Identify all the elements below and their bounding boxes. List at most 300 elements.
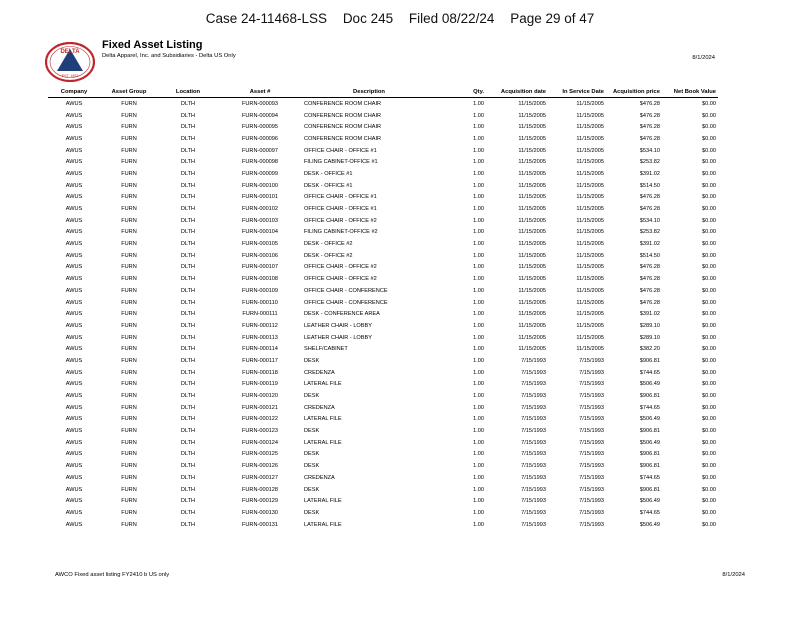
cell-asset-number: FURN-000124 [241, 439, 279, 446]
cell-location: DLTH [180, 276, 196, 283]
cell-location: DLTH [180, 170, 196, 177]
cell-description: LATERAL FILE [304, 416, 342, 423]
cell-location: DLTH [180, 322, 196, 329]
cell-in-service-date: 11/15/2005 [576, 182, 604, 189]
cell-company: AWUS [65, 381, 83, 388]
cell-asset-number: FURN-000101 [241, 194, 279, 201]
table-body [48, 98, 718, 531]
report-subtitle: Delta Apparel, Inc. and Subsidiaries - Delta US Only [102, 53, 236, 59]
cell-asset-number: FURN-000097 [241, 147, 279, 154]
cell-qty: 1.00 [473, 135, 484, 142]
cell-description: DESK [304, 509, 320, 516]
cell-acquisition-price: $744.65 [639, 404, 660, 411]
cell-asset-number: FURN-000093 [241, 100, 279, 107]
cell-asset-number: FURN-000117 [242, 357, 278, 364]
cell-location: DLTH [180, 112, 196, 119]
cell-qty: 1.00 [473, 206, 484, 213]
cell-company: AWUS [65, 206, 83, 213]
table-row [48, 460, 718, 472]
cell-acquisition-price: $476.28 [639, 264, 660, 271]
table-row [48, 355, 718, 367]
cell-company: AWUS [65, 416, 83, 423]
cell-company: AWUS [65, 252, 83, 259]
cell-asset-group: FURN [121, 334, 137, 341]
cell-acquisition-price: $744.65 [639, 369, 660, 376]
cell-acquisition-date: 7/15/1993 [521, 428, 546, 435]
cell-acquisition-price: $744.65 [639, 509, 660, 516]
cell-acquisition-date: 11/15/2005 [518, 276, 546, 283]
cell-net-book-value: $0.00 [702, 357, 716, 364]
cell-acquisition-date: 11/15/2005 [518, 194, 546, 201]
cell-location: DLTH [180, 474, 196, 481]
cell-asset-group: FURN [121, 182, 137, 189]
cell-acquisition-price: $382.20 [639, 346, 660, 353]
cell-asset-group: FURN [121, 147, 137, 154]
cell-net-book-value: $0.00 [702, 252, 716, 259]
doc-number: Doc 245 [342, 11, 394, 26]
cell-description: FILING CABINET-OFFICE #1 [304, 159, 378, 166]
cell-qty: 1.00 [473, 124, 484, 131]
case-number: Case 24-11468-LSS [205, 11, 328, 26]
cell-asset-group: FURN [121, 229, 137, 236]
cell-location: DLTH [180, 147, 196, 154]
cell-asset-number: FURN-000125 [241, 451, 279, 458]
cell-location: DLTH [180, 357, 196, 364]
cell-qty: 1.00 [473, 194, 484, 201]
cell-net-book-value: $0.00 [702, 498, 716, 505]
cell-in-service-date: 11/15/2005 [576, 206, 604, 213]
cell-net-book-value: $0.00 [702, 147, 716, 154]
cell-acquisition-date: 7/15/1993 [521, 498, 546, 505]
column-header-location: Location [158, 87, 218, 98]
cell-qty: 1.00 [473, 264, 484, 271]
cell-asset-number: FURN-000104 [241, 229, 279, 236]
cell-in-service-date: 7/15/1993 [579, 463, 604, 470]
column-header-acquisition-date: Acquisition date [486, 87, 548, 98]
cell-location: DLTH [180, 206, 196, 213]
table-row [48, 98, 718, 110]
cell-location: DLTH [180, 498, 196, 505]
cell-qty: 1.00 [473, 509, 484, 516]
court-filing-header [0, 11, 800, 26]
cell-location: DLTH [180, 451, 196, 458]
cell-location: DLTH [180, 194, 196, 201]
cell-acquisition-date: 11/15/2005 [518, 124, 546, 131]
report-date: 8/1/2024 [692, 55, 715, 61]
logo-text-bottom: EST. 1903 [61, 74, 79, 78]
cell-asset-group: FURN [121, 439, 137, 446]
cell-asset-number: FURN-000114 [242, 346, 278, 353]
cell-asset-group: FURN [121, 463, 137, 470]
cell-asset-group: FURN [121, 100, 137, 107]
column-header-net-book-value: Net Book Value [662, 87, 718, 98]
cell-qty: 1.00 [473, 474, 484, 481]
cell-qty: 1.00 [473, 170, 484, 177]
cell-location: DLTH [180, 252, 196, 259]
cell-company: AWUS [65, 509, 83, 516]
cell-description: CREDENZA [304, 404, 335, 411]
cell-acquisition-date: 11/15/2005 [518, 135, 546, 142]
cell-net-book-value: $0.00 [702, 276, 716, 283]
table-row [48, 180, 718, 192]
cell-net-book-value: $0.00 [702, 322, 716, 329]
cell-net-book-value: $0.00 [702, 428, 716, 435]
cell-description: LEATHER CHAIR - LOBBY [304, 322, 372, 329]
table-row [48, 297, 718, 309]
cell-in-service-date: 7/15/1993 [579, 509, 604, 516]
table-row [48, 437, 718, 449]
cell-location: DLTH [180, 439, 196, 446]
cell-acquisition-date: 7/15/1993 [521, 404, 546, 411]
page-number: Page 29 of 47 [510, 11, 595, 26]
cell-asset-group: FURN [121, 299, 137, 306]
cell-company: AWUS [65, 229, 83, 236]
cell-qty: 1.00 [473, 322, 484, 329]
cell-asset-group: FURN [121, 112, 137, 119]
cell-in-service-date: 11/15/2005 [576, 217, 604, 224]
cell-in-service-date: 11/15/2005 [576, 334, 604, 341]
cell-company: AWUS [65, 264, 83, 271]
cell-net-book-value: $0.00 [702, 100, 716, 107]
cell-acquisition-price: $534.10 [639, 147, 660, 154]
cell-acquisition-date: 7/15/1993 [521, 369, 546, 376]
cell-in-service-date: 7/15/1993 [579, 451, 604, 458]
cell-acquisition-price: $514.50 [639, 182, 660, 189]
table-row [48, 285, 718, 297]
cell-acquisition-date: 11/15/2005 [518, 299, 546, 306]
table-row [48, 156, 718, 168]
cell-acquisition-date: 7/15/1993 [521, 486, 546, 493]
table-row [48, 519, 718, 531]
cell-in-service-date: 7/15/1993 [579, 369, 604, 376]
table-row [48, 449, 718, 461]
cell-acquisition-date: 11/15/2005 [518, 241, 546, 248]
cell-in-service-date: 11/15/2005 [576, 287, 604, 294]
cell-location: DLTH [180, 299, 196, 306]
cell-acquisition-date: 7/15/1993 [521, 463, 546, 470]
cell-acquisition-price: $744.65 [639, 474, 660, 481]
cell-acquisition-date: 7/15/1993 [521, 474, 546, 481]
cell-net-book-value: $0.00 [702, 404, 716, 411]
fixed-asset-table [48, 87, 718, 530]
cell-qty: 1.00 [473, 369, 484, 376]
cell-in-service-date: 11/15/2005 [576, 124, 604, 131]
cell-asset-number: FURN-000127 [241, 474, 279, 481]
cell-company: AWUS [65, 393, 83, 400]
cell-asset-number: FURN-000094 [241, 112, 279, 119]
cell-company: AWUS [65, 357, 83, 364]
cell-acquisition-date: 11/15/2005 [518, 322, 546, 329]
table-row [48, 215, 718, 227]
cell-acquisition-price: $476.28 [639, 112, 660, 119]
table-row [48, 414, 718, 426]
footer-date: 8/1/2024 [722, 572, 745, 578]
cell-location: DLTH [180, 428, 196, 435]
cell-qty: 1.00 [473, 159, 484, 166]
cell-company: AWUS [65, 287, 83, 294]
cell-asset-number: FURN-000131 [241, 521, 279, 528]
cell-in-service-date: 11/15/2005 [576, 194, 604, 201]
cell-acquisition-price: $476.28 [639, 124, 660, 131]
cell-acquisition-price: $906.81 [639, 357, 660, 364]
cell-acquisition-date: 11/15/2005 [518, 229, 546, 236]
cell-net-book-value: $0.00 [702, 521, 716, 528]
cell-net-book-value: $0.00 [702, 381, 716, 388]
cell-in-service-date: 7/15/1993 [579, 404, 604, 411]
table-row [48, 484, 718, 496]
cell-in-service-date: 11/15/2005 [576, 264, 604, 271]
column-header-company: Company [48, 87, 100, 98]
cell-acquisition-price: $476.28 [639, 194, 660, 201]
table-row [48, 273, 718, 285]
cell-acquisition-price: $476.28 [639, 135, 660, 142]
cell-asset-group: FURN [121, 486, 137, 493]
cell-asset-number: FURN-000106 [241, 252, 279, 259]
table-row [48, 367, 718, 379]
cell-asset-number: FURN-000113 [242, 334, 278, 341]
cell-acquisition-date: 11/15/2005 [518, 206, 546, 213]
cell-acquisition-price: $506.49 [639, 416, 660, 423]
cell-qty: 1.00 [473, 252, 484, 259]
cell-net-book-value: $0.00 [702, 206, 716, 213]
cell-asset-number: FURN-000096 [241, 135, 279, 142]
table-row [48, 425, 718, 437]
cell-asset-number: FURN-000095 [241, 124, 279, 131]
cell-acquisition-price: $906.81 [639, 486, 660, 493]
cell-acquisition-price: $391.02 [639, 170, 660, 177]
cell-asset-group: FURN [121, 194, 137, 201]
table-row [48, 379, 718, 391]
cell-acquisition-price: $253.82 [639, 229, 660, 236]
cell-acquisition-date: 7/15/1993 [521, 439, 546, 446]
cell-company: AWUS [65, 182, 83, 189]
cell-location: DLTH [180, 381, 196, 388]
cell-net-book-value: $0.00 [702, 229, 716, 236]
cell-in-service-date: 7/15/1993 [579, 498, 604, 505]
cell-company: AWUS [65, 451, 83, 458]
cell-in-service-date: 11/15/2005 [576, 252, 604, 259]
cell-net-book-value: $0.00 [702, 393, 716, 400]
cell-location: DLTH [180, 159, 196, 166]
cell-description: DESK [304, 486, 320, 493]
cell-net-book-value: $0.00 [702, 439, 716, 446]
cell-location: DLTH [180, 287, 196, 294]
cell-acquisition-price: $476.28 [639, 206, 660, 213]
table-header-row [48, 87, 718, 98]
cell-location: DLTH [180, 486, 196, 493]
cell-acquisition-price: $506.49 [639, 498, 660, 505]
cell-company: AWUS [65, 276, 83, 283]
cell-acquisition-date: 11/15/2005 [518, 287, 546, 294]
cell-asset-number: FURN-000122 [241, 416, 279, 423]
cell-qty: 1.00 [473, 299, 484, 306]
cell-in-service-date: 7/15/1993 [579, 357, 604, 364]
cell-acquisition-price: $391.02 [639, 311, 660, 318]
cell-location: DLTH [180, 393, 196, 400]
cell-asset-number: FURN-000102 [241, 206, 279, 213]
cell-asset-number: FURN-000100 [241, 182, 279, 189]
cell-asset-group: FURN [121, 264, 137, 271]
cell-asset-group: FURN [121, 393, 137, 400]
cell-in-service-date: 11/15/2005 [576, 346, 604, 353]
table-row [48, 320, 718, 332]
table-row [48, 192, 718, 204]
cell-company: AWUS [65, 299, 83, 306]
cell-asset-number: FURN-000123 [241, 428, 279, 435]
cell-acquisition-date: 7/15/1993 [521, 381, 546, 388]
cell-net-book-value: $0.00 [702, 346, 716, 353]
cell-company: AWUS [65, 311, 83, 318]
cell-net-book-value: $0.00 [702, 241, 716, 248]
cell-qty: 1.00 [473, 357, 484, 364]
cell-acquisition-price: $476.28 [639, 276, 660, 283]
cell-company: AWUS [65, 439, 83, 446]
cell-net-book-value: $0.00 [702, 287, 716, 294]
cell-net-book-value: $0.00 [702, 112, 716, 119]
filed-date: Filed 08/22/24 [408, 11, 495, 26]
cell-acquisition-price: $906.81 [639, 463, 660, 470]
table-row [48, 308, 718, 320]
cell-net-book-value: $0.00 [702, 182, 716, 189]
cell-qty: 1.00 [473, 463, 484, 470]
cell-asset-number: FURN-000099 [241, 170, 279, 177]
cell-asset-group: FURN [121, 346, 137, 353]
cell-acquisition-price: $514.50 [639, 252, 660, 259]
table-row [48, 402, 718, 414]
cell-location: DLTH [180, 416, 196, 423]
cell-acquisition-price: $906.81 [639, 393, 660, 400]
table-row [48, 262, 718, 274]
column-header-asset-group: Asset Group [100, 87, 158, 98]
cell-company: AWUS [65, 241, 83, 248]
cell-description: LEATHER CHAIR - LOBBY [304, 334, 372, 341]
table-row [48, 238, 718, 250]
cell-in-service-date: 11/15/2005 [576, 170, 604, 177]
table-row [48, 121, 718, 133]
cell-asset-number: FURN-000111 [242, 311, 278, 318]
cell-location: DLTH [180, 509, 196, 516]
cell-acquisition-date: 7/15/1993 [521, 416, 546, 423]
cell-qty: 1.00 [473, 311, 484, 318]
cell-asset-group: FURN [121, 521, 137, 528]
cell-description: CONFERENCE ROOM CHAIR [304, 135, 382, 142]
cell-company: AWUS [65, 404, 83, 411]
cell-in-service-date: 11/15/2005 [576, 229, 604, 236]
cell-asset-group: FURN [121, 428, 137, 435]
cell-qty: 1.00 [473, 287, 484, 294]
cell-location: DLTH [180, 521, 196, 528]
cell-net-book-value: $0.00 [702, 463, 716, 470]
cell-asset-number: FURN-000107 [241, 264, 279, 271]
cell-acquisition-price: $476.28 [639, 287, 660, 294]
cell-company: AWUS [65, 486, 83, 493]
cell-asset-group: FURN [121, 135, 137, 142]
report-title: Fixed Asset Listing [102, 39, 203, 51]
cell-acquisition-date: 11/15/2005 [518, 100, 546, 107]
cell-qty: 1.00 [473, 393, 484, 400]
cell-qty: 1.00 [473, 428, 484, 435]
cell-asset-number: FURN-000129 [241, 498, 279, 505]
cell-asset-group: FURN [121, 381, 137, 388]
cell-acquisition-price: $506.49 [639, 521, 660, 528]
cell-in-service-date: 11/15/2005 [576, 159, 604, 166]
cell-net-book-value: $0.00 [702, 509, 716, 516]
cell-asset-group: FURN [121, 509, 137, 516]
cell-asset-number: FURN-000105 [241, 241, 279, 248]
table-row [48, 390, 718, 402]
cell-qty: 1.00 [473, 486, 484, 493]
cell-asset-group: FURN [121, 124, 137, 131]
cell-location: DLTH [180, 264, 196, 271]
cell-acquisition-price: $534.10 [639, 217, 660, 224]
footer-report-name: AWCO Fixed asset listing FY2410 b US only [55, 572, 170, 578]
column-header-acquisition-price: Acquisition price [606, 87, 662, 98]
cell-company: AWUS [65, 428, 83, 435]
cell-qty: 1.00 [473, 229, 484, 236]
cell-qty: 1.00 [473, 334, 484, 341]
cell-location: DLTH [180, 182, 196, 189]
table-row [48, 332, 718, 344]
cell-net-book-value: $0.00 [702, 474, 716, 481]
cell-asset-group: FURN [121, 241, 137, 248]
cell-description: OFFICE CHAIR - OFFICE #2 [304, 264, 377, 271]
cell-net-book-value: $0.00 [702, 334, 716, 341]
cell-qty: 1.00 [473, 276, 484, 283]
cell-company: AWUS [65, 135, 83, 142]
cell-company: AWUS [65, 159, 83, 166]
table-row [48, 472, 718, 484]
cell-acquisition-price: $476.28 [639, 299, 660, 306]
cell-location: DLTH [180, 369, 196, 376]
cell-description: LATERAL FILE [304, 381, 342, 388]
cell-in-service-date: 11/15/2005 [576, 311, 604, 318]
column-header-description: Description [302, 87, 436, 98]
cell-net-book-value: $0.00 [702, 369, 716, 376]
cell-description: OFFICE CHAIR - OFFICE #1 [304, 194, 377, 201]
cell-asset-group: FURN [121, 311, 137, 318]
cell-location: DLTH [180, 241, 196, 248]
cell-asset-group: FURN [121, 159, 137, 166]
cell-asset-group: FURN [121, 498, 137, 505]
cell-location: DLTH [180, 404, 196, 411]
cell-asset-number: FURN-000109 [241, 287, 279, 294]
cell-description: OFFICE CHAIR - CONFERENCE [304, 287, 388, 294]
cell-company: AWUS [65, 170, 83, 177]
cell-acquisition-date: 11/15/2005 [518, 334, 546, 341]
cell-in-service-date: 7/15/1993 [579, 381, 604, 388]
cell-asset-group: FURN [121, 474, 137, 481]
cell-in-service-date: 7/15/1993 [579, 474, 604, 481]
cell-description: DESK - OFFICE #1 [304, 170, 353, 177]
cell-asset-number: FURN-000128 [241, 486, 279, 493]
cell-description: CREDENZA [304, 474, 335, 481]
cell-acquisition-date: 7/15/1993 [521, 509, 546, 516]
cell-in-service-date: 11/15/2005 [576, 100, 604, 107]
cell-company: AWUS [65, 334, 83, 341]
table-row [48, 110, 718, 122]
cell-location: DLTH [180, 463, 196, 470]
cell-net-book-value: $0.00 [702, 194, 716, 201]
cell-asset-group: FURN [121, 369, 137, 376]
cell-qty: 1.00 [473, 498, 484, 505]
cell-asset-number: FURN-000130 [241, 509, 279, 516]
cell-location: DLTH [180, 229, 196, 236]
cell-in-service-date: 11/15/2005 [576, 241, 604, 248]
logo-text-top: DELTA [60, 49, 80, 55]
cell-description: OFFICE CHAIR - OFFICE #2 [304, 217, 377, 224]
table-row [48, 227, 718, 239]
cell-net-book-value: $0.00 [702, 299, 716, 306]
